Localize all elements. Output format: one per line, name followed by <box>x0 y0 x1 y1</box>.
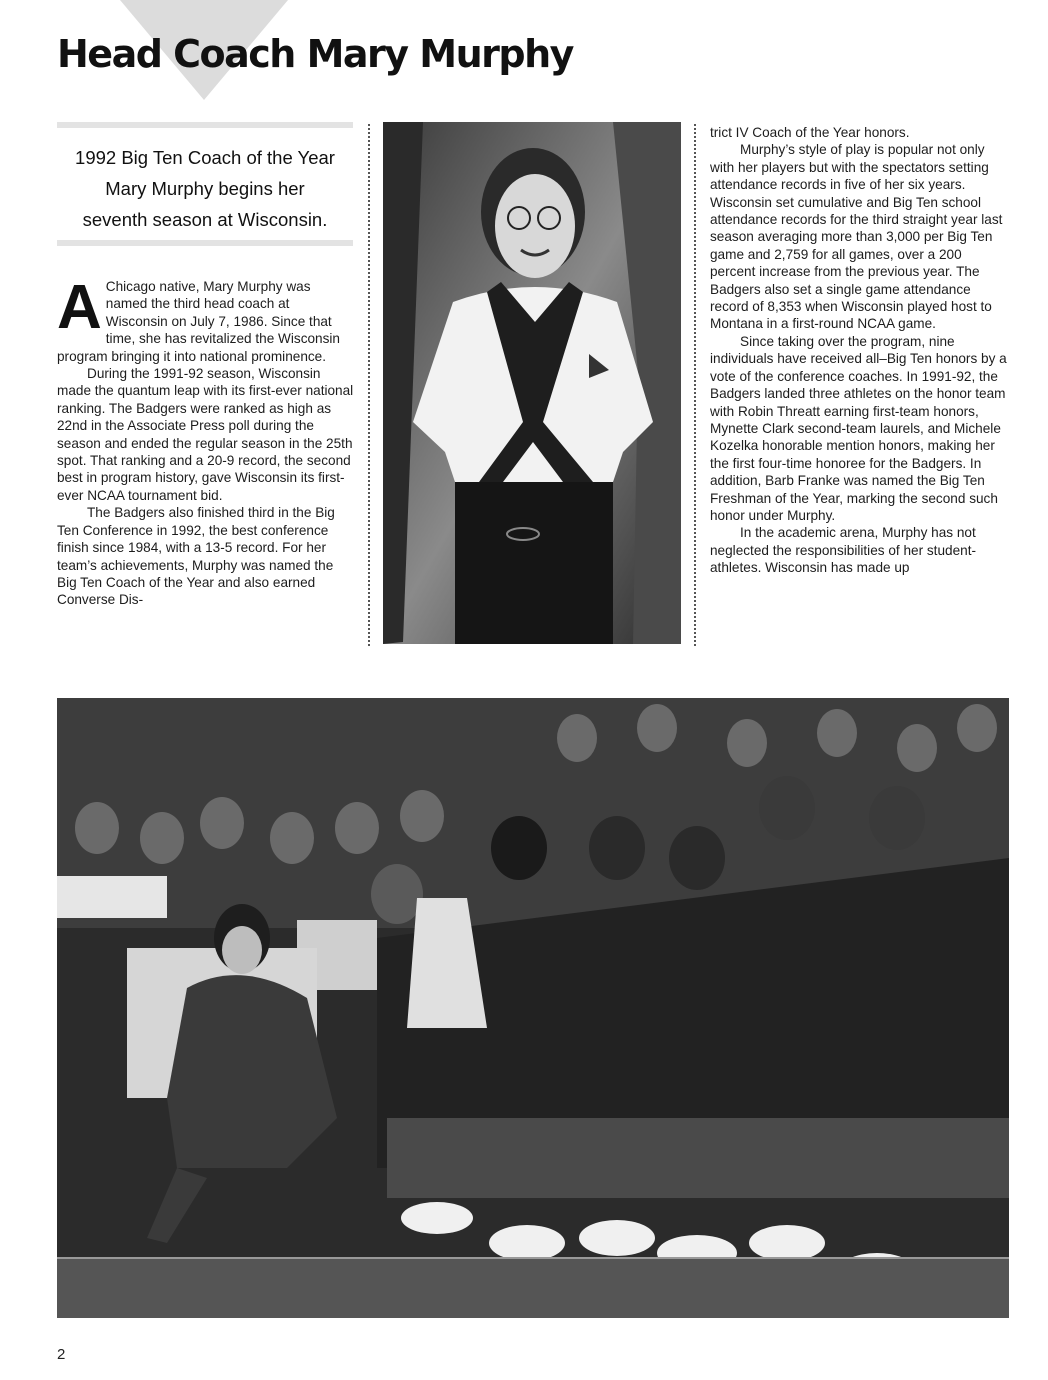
deck-rule-top <box>57 122 353 128</box>
page-number: 2 <box>57 1346 66 1363</box>
page-title: Head Coach Mary Murphy <box>57 32 573 76</box>
deck-box <box>57 122 353 246</box>
paragraph-4: trict IV Coach of the Year honors. <box>710 125 910 140</box>
paragraph-3: The Badgers also finished third in the Big Ten Conference in 1992, the best conference finish since 1984, with a 13-5 record. For her team’s achievements, Murphy was named the Big Ten Coach of the Year and also earned Converse Dis- <box>57 505 335 608</box>
paragraph-2: During the 1991-92 season, Wisconsin made the quantum leap with its first-ever national ranking. The Badgers were ranked as high as 22nd in the Associate Press poll during the season and ended the regular season in the 25th spot. That ranking and a 20-9 record, the second best in program history, gave Wisconsin its first-ever NCAA tournament bid. <box>57 366 354 503</box>
team-bench-photo <box>57 698 1009 1318</box>
coach-portrait-illustration <box>383 122 681 644</box>
deck-line-3: seventh season at Wisconsin. <box>82 209 328 230</box>
paragraph-1 <box>57 273 355 365</box>
deck-line-2: Mary Murphy begins her <box>105 178 305 199</box>
column-divider-left <box>368 124 370 646</box>
paragraph-1-text: Chicago native, Mary Murphy was named the third head coach at Wisconsin on July 7, 1986. Since that time, she has revitalized the Wisconsin program bringing it into national prominence. <box>57 279 340 364</box>
coach-portrait-photo <box>383 122 681 644</box>
deck-rule-bottom <box>57 240 353 246</box>
paragraph-5: Murphy’s style of play is popular not only with her players but with the spectators setting attendance records in five of her six years. Wisconsin set cumulative and Big Ten school attendance records for the third straight year last season averaging more than 3,000 per Big Ten game and 2,759 for all games, over a 200 percent increase from the previous year. The Badgers also set a single game attendance record of 8,353 when Wisconsin played host to Montana in a first-round NCAA game. <box>710 142 1003 332</box>
article-column-left <box>57 273 355 609</box>
paragraph-7: In the academic arena, Murphy has not neglected the responsibilities of her student-athletes. Wisconsin has made up <box>710 525 976 576</box>
team-bench-illustration <box>57 698 1009 1318</box>
column-divider-right <box>694 124 696 646</box>
deck-text <box>57 142 353 235</box>
deck-line-1: 1992 Big Ten Coach of the Year <box>75 147 335 168</box>
article-column-right <box>710 124 1010 577</box>
paragraph-6: Since taking over the program, nine individuals have received all–Big Ten honors by a vote of the conference coaches. In 1991-92, the Badgers landed three athletes on the honor team with Robin Threatt earning first-team honors, Mynette Clark second-team laurels, and Michele Kozelka honorable mention honors, making her the first four-time honoree for the Badgers. In addition, Barb Franke was named the Big Ten Freshman of the Year, marking the second such honor under Murphy. <box>710 333 1007 523</box>
drop-cap: A <box>57 273 102 342</box>
